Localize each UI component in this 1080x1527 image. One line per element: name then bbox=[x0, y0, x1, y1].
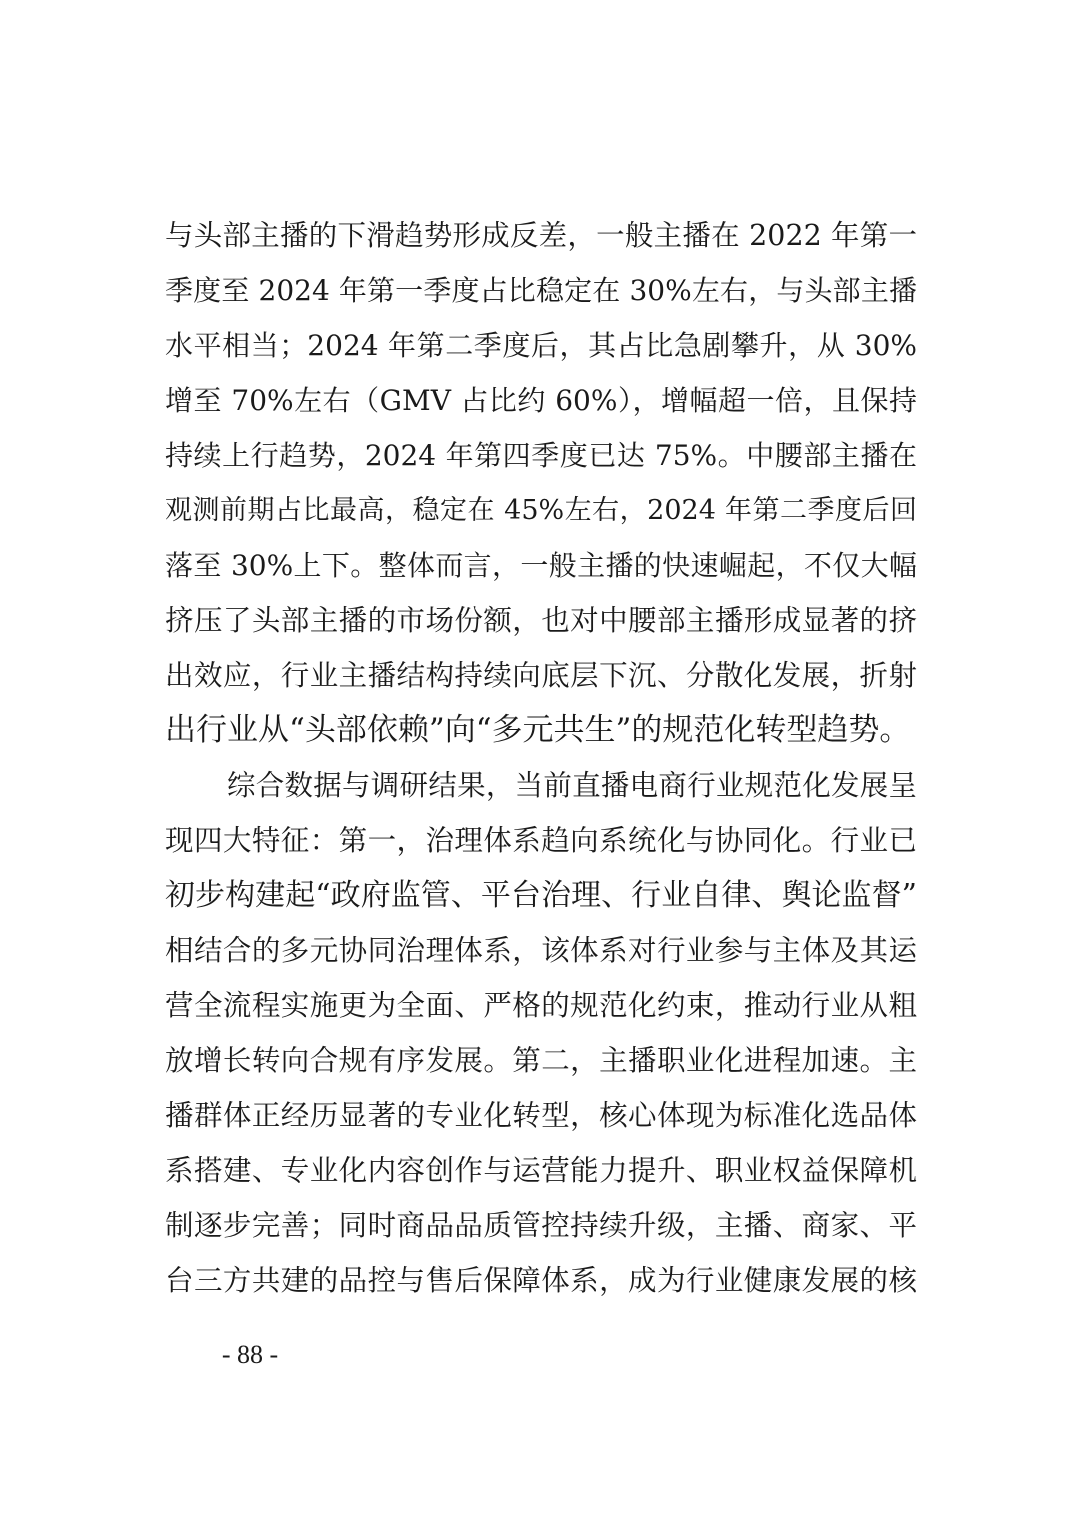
paragraph-line: 放增长转向合规有序发展。第二，主播职业化进程加速。主 bbox=[165, 1044, 917, 1077]
paragraph-line: 制逐步完善；同时商品品质管控持续升级，主播、商家、平 bbox=[165, 1209, 917, 1242]
body-text bbox=[165, 208, 917, 1308]
paragraph-line: 落至 30%上下。整体而言，一般主播的快速崛起，不仅大幅 bbox=[165, 549, 917, 582]
paragraph-line: 与头部主播的下滑趋势形成反差，一般主播在 2022 年第一 bbox=[165, 219, 917, 252]
paragraph-line: 台三方共建的品控与售后保障体系，成为行业健康发展的核 bbox=[165, 1264, 917, 1297]
paragraph-line: 相结合的多元协同治理体系，该体系对行业参与主体及其运 bbox=[165, 934, 917, 967]
paragraph-line: 出效应，行业主播结构持续向底层下沉、分散化发展，折射 bbox=[165, 659, 917, 692]
paragraph-line: 系搭建、专业化内容创作与运营能力提升、职业权益保障机 bbox=[165, 1154, 917, 1187]
paragraph-line: 营全流程实施更为全面、严格的规范化约束，推动行业从粗 bbox=[165, 989, 917, 1022]
paragraph-line: 观测前期占比最高，稳定在 45%左右，2024 年第二季度后回 bbox=[165, 495, 917, 526]
page-number: - 88 - bbox=[221, 1340, 279, 1369]
paragraph-line: 初步构建起“政府监管、平台治理、行业自律、舆论监督” bbox=[165, 878, 917, 913]
paragraph-line: 水平相当；2024 年第二季度后，其占比急剧攀升，从 30% bbox=[165, 329, 917, 362]
paragraph-line: 挤压了头部主播的市场份额，也对中腰部主播形成显著的挤 bbox=[165, 604, 917, 637]
paragraph-line: 季度至 2024 年第一季度占比稳定在 30%左右，与头部主播 bbox=[165, 274, 917, 307]
paragraph-line: 综合数据与调研结果，当前直播电商行业规范化发展呈 bbox=[227, 769, 917, 802]
paragraph-line: 现四大特征：第一，治理体系趋向系统化与协同化。行业已 bbox=[165, 824, 917, 857]
paragraph-line: 持续上行趋势，2024 年第四季度已达 75%。中腰部主播在 bbox=[165, 439, 917, 472]
paragraph-line: 增至 70%左右（GMV 占比约 60%），增幅超一倍，且保持 bbox=[165, 384, 917, 417]
paragraph-line: 出行业从“头部依赖”向“多元共生”的规范化转型趋势。 bbox=[165, 712, 911, 748]
paragraph-line: 播群体正经历显著的专业化转型，核心体现为标准化选品体 bbox=[165, 1099, 917, 1132]
